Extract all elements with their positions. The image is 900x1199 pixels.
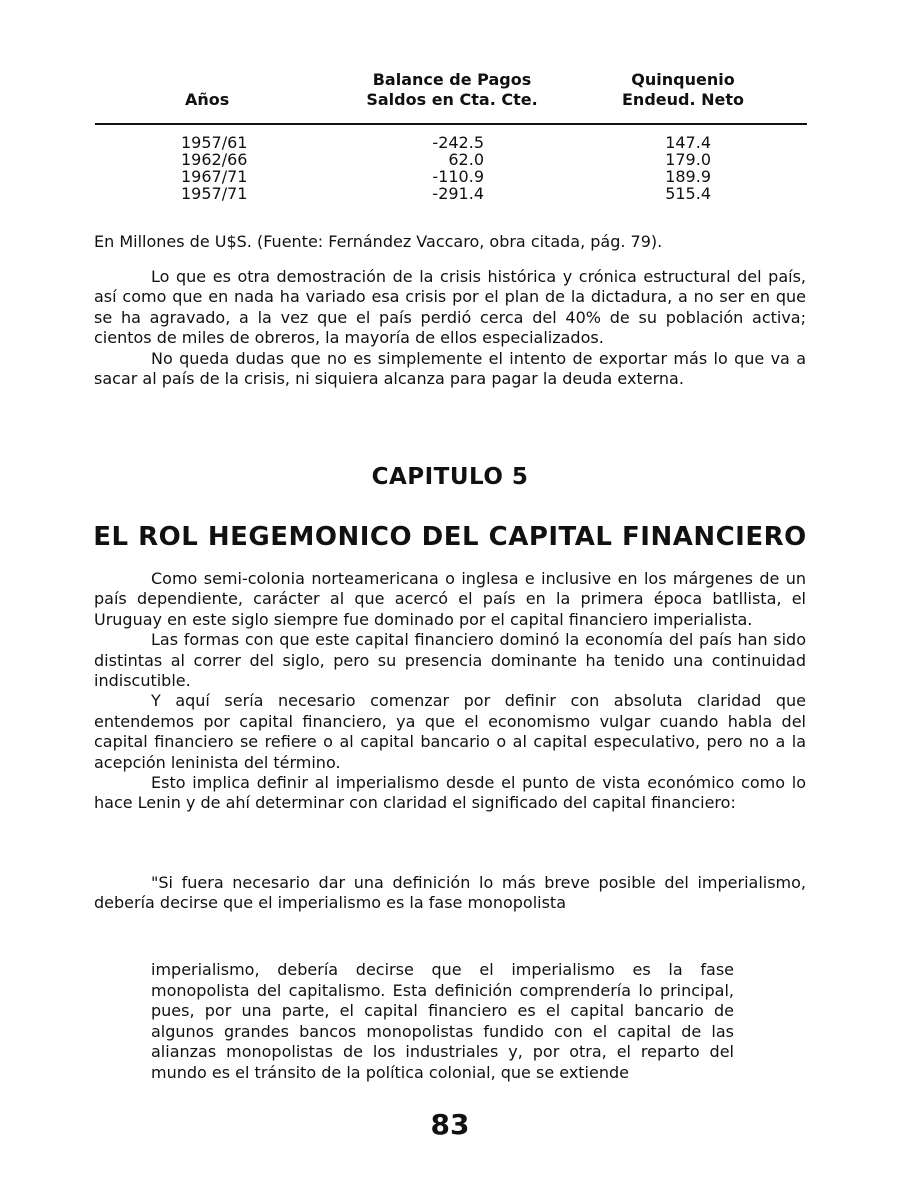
quote-block-text: imperialismo, debería decirse que el imperialismo es la fase monopolista del capitalismo. Esta definición comprendería lo principal, pues, por una parte, el capital financiero es el capital bancario de algunos grandes bancos monopolistas fundido con el capital de las alianzas monopolistas de los industriales y, por otra, el reparto del mundo es el tránsito de la política colonial, que se extiende	[151, 960, 734, 1082]
header-quinquenio	[608, 70, 758, 110]
table-body	[0, 134, 900, 202]
chapter-label: CAPITULO 5	[371, 464, 529, 490]
table-row	[0, 134, 900, 151]
cell-debt: 179.0	[665, 150, 711, 169]
table-row	[0, 168, 900, 185]
quote-intro	[94, 873, 806, 914]
cell-period: 1962/66	[181, 150, 248, 169]
cell-debt: 189.9	[665, 167, 711, 186]
quote-intro-text: "Si fuera necesario dar una definición lo más breve posible del imperialismo, debería decirse que el imperialismo es la fase monopolista	[94, 873, 806, 913]
cell-period: 1957/61	[181, 133, 248, 152]
quote-block	[151, 960, 734, 1084]
cell-debt: 515.4	[665, 184, 711, 203]
cell-balance: -242.5	[432, 133, 484, 152]
intro-text	[94, 267, 806, 389]
chapter-text	[94, 569, 806, 814]
paragraph: Esto implica definir al imperialismo desde el punto de vista económico como lo hace Lenin y de ahí determinar con claridad el significado del capital financiero:	[94, 773, 806, 813]
table-row	[0, 185, 900, 202]
paragraph: Y aquí sería necesario comenzar por definir con absoluta claridad que entendemos por capital financiero, ya que el economismo vulgar cuando habla del capital financiero se refiere o al capital bancario o al capital especulativo, pero no a la acepción leninista del término.	[94, 691, 806, 772]
cell-period: 1957/71	[181, 184, 248, 203]
paragraph: Las formas con que este capital financiero dominó la economía del país han sido distintas al correr del siglo, pero su presencia dominante ha tenido una continuidad indiscutible.	[94, 630, 806, 691]
header-quinquenio-line1: Quinquenio	[631, 70, 735, 89]
cell-balance: -110.9	[432, 167, 484, 186]
table-source-note: En Millones de U$S. (Fuente: Fernández Vaccaro, obra citada, pág. 79).	[94, 232, 663, 251]
cell-balance: -291.4	[432, 184, 484, 203]
cell-debt: 147.4	[665, 133, 711, 152]
header-balance-line1: Balance de Pagos	[372, 70, 532, 89]
header-quinquenio-line2: Endeud. Neto	[622, 90, 744, 109]
header-balance-line2: Saldos en Cta. Cte.	[366, 90, 538, 109]
table-divider	[95, 123, 807, 125]
table-row	[0, 151, 900, 168]
header-balance	[362, 70, 542, 110]
header-years: Años	[185, 90, 230, 109]
table-header	[90, 70, 810, 120]
paragraph: Lo que es otra demostración de la crisis histórica y crónica estructural del país, así como que en nada ha variado esa crisis por el plan de la dictadura, a no ser en que se ha agravado, a la vez que el país perdió cerca del 40% de su población activa; cientos de miles de obreros, la mayoría de ellos especializados.	[94, 267, 806, 348]
page-number: 83	[430, 1108, 470, 1141]
chapter-title: EL ROL HEGEMONICO DEL CAPITAL FINANCIERO	[93, 522, 807, 552]
cell-period: 1967/71	[181, 167, 248, 186]
paragraph: No queda dudas que no es simplemente el intento de exportar más lo que va a sacar al país de la crisis, ni siquiera alcanza para pagar la deuda externa.	[94, 348, 806, 389]
paragraph: Como semi-colonia norteamericana o inglesa e inclusive en los márgenes de un país dependiente, carácter al que acercó el país en la primera época batllista, el Uruguay en este siglo siempre fue dominado por el capital financiero imperialista.	[94, 569, 806, 629]
cell-balance: 62.0	[448, 150, 484, 169]
